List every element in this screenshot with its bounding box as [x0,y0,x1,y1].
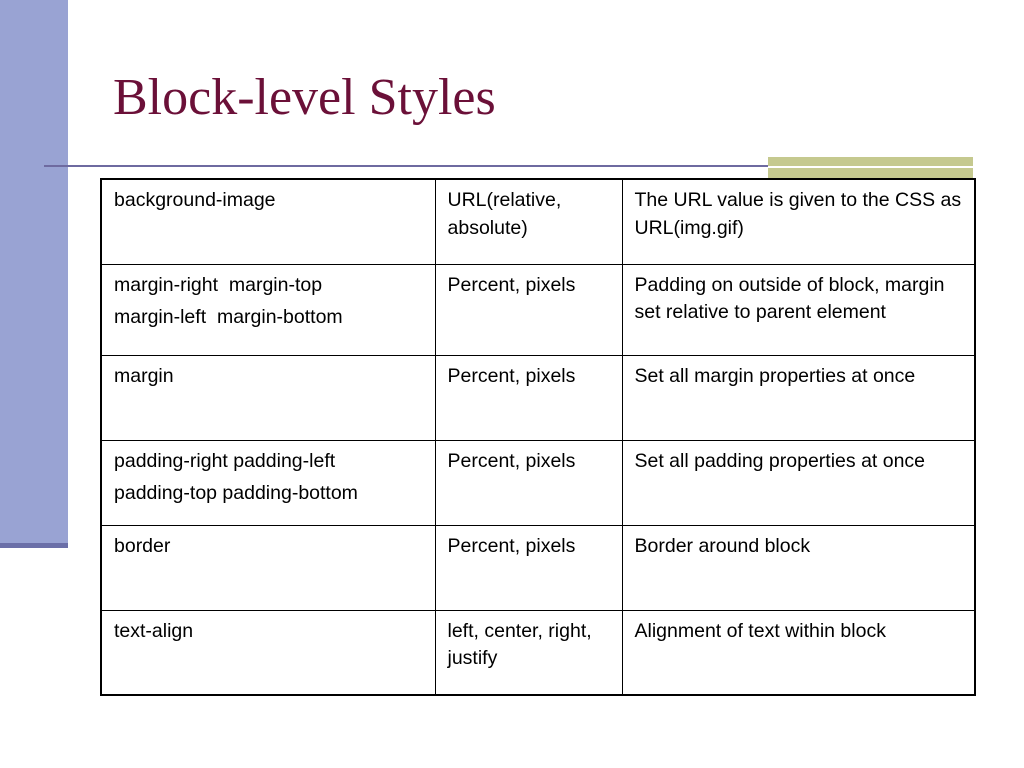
description-cell: Alignment of text within block [622,610,975,695]
values-cell: Percent, pixels [435,355,622,440]
description-cell: The URL value is given to the CSS as URL(img.gif) [622,179,975,264]
side-decoration-shadow [0,543,68,548]
description-cell: Set all margin properties at once [622,355,975,440]
side-decoration-bar [0,0,68,548]
property-line: margin-right margin-top [114,273,323,296]
block-styles-table [100,178,976,696]
property-cell: border [101,525,435,610]
values-cell: Percent, pixels [435,440,622,525]
values-cell: Percent, pixels [435,264,622,355]
property-line: padding-top padding-bottom [114,482,358,504]
description-cell: Padding on outside of block, margin set relative to parent element [622,264,975,355]
values-cell: URL(relative, absolute) [435,179,622,264]
table-row [101,525,975,610]
accent-bar [768,157,973,180]
slide-title: Block-level Styles [113,69,496,126]
table-row [101,610,975,695]
description-cell: Set all padding properties at once [622,440,975,525]
table-row [101,355,975,440]
values-cell: Percent, pixels [435,525,622,610]
property-cell [101,264,435,355]
values-cell: left, center, right, justify [435,610,622,695]
property-cell [101,440,435,525]
table-row [101,440,975,525]
property-line: padding-right padding-left [114,449,336,472]
table-row [101,179,975,264]
property-cell: text-align [101,610,435,695]
property-cell: background-image [101,179,435,264]
table-row [101,264,975,355]
description-cell: Border around block [622,525,975,610]
accent-bar-line [768,166,973,168]
property-cell: margin [101,355,435,440]
property-line: margin-left margin-bottom [114,306,343,328]
